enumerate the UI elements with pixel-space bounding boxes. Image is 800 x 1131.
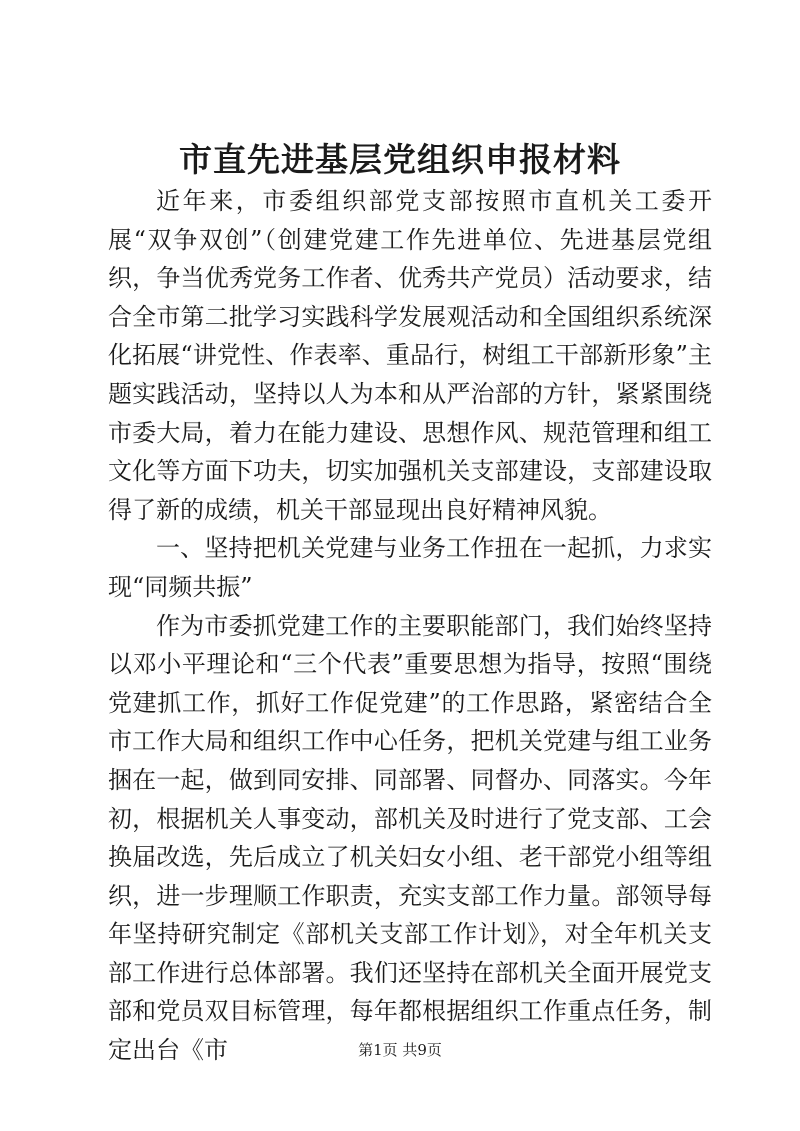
paragraph-intro: 近年来，市委组织部党支部按照市直机关工委开展“双争双创”（创建党建工作先进单位、先进基层党组织，争当优秀党务工作者、优秀共产党员）活动要求，结合全市第二批学习实践科学发展观活动和全国组织系统深化拓展“讲党性、作表率、重品行，树组工干部新形象”主题实践活动，坚持以人为本和从严治部的方针，紧紧围绕市委大局，着力在能力建设、思想作风、规范管理和组工文化等方面下功夫，切实加强机关支部建设，支部建设取得了新的成绩，机关干部显现出良好精神风貌。: [108, 187, 712, 524]
page-footer: 第1页 共9页: [358, 1041, 442, 1059]
section-heading-1: 一、坚持把机关党建与业务工作扭在一起抓，力求实现“同频共振”: [108, 534, 712, 601]
document-body: [108, 182, 712, 1070]
paragraph-section-1: 作为市委抓党建工作的主要职能部门，我们始终坚持以邓小平理论和“三个代表”重要思想为指导，按照“围绕党建抓工作，抓好工作促党建”的工作思路，紧密结合全市工作大局和组织工作中心任务，把机关党建与组工业务捆在一起，做到同安排、同部署、同督办、同落实。今年初，根据机关人事变动，部机关及时进行了党支部、工会换届改选，先后成立了机关妇女小组、老干部党小组等组织，进一步理顺工作职责，充实支部工作力量。部领导每年坚持研究制定《部机关支部工作计划》，对全年机关支部工作进行总体部署。我们还坚持在部机关全面开展党支部和党员双目标管理，每年都根据组织工作重点任务，制定出台《市: [108, 611, 712, 1065]
document-title: 市直先进基层党组织申报材料: [179, 140, 621, 179]
